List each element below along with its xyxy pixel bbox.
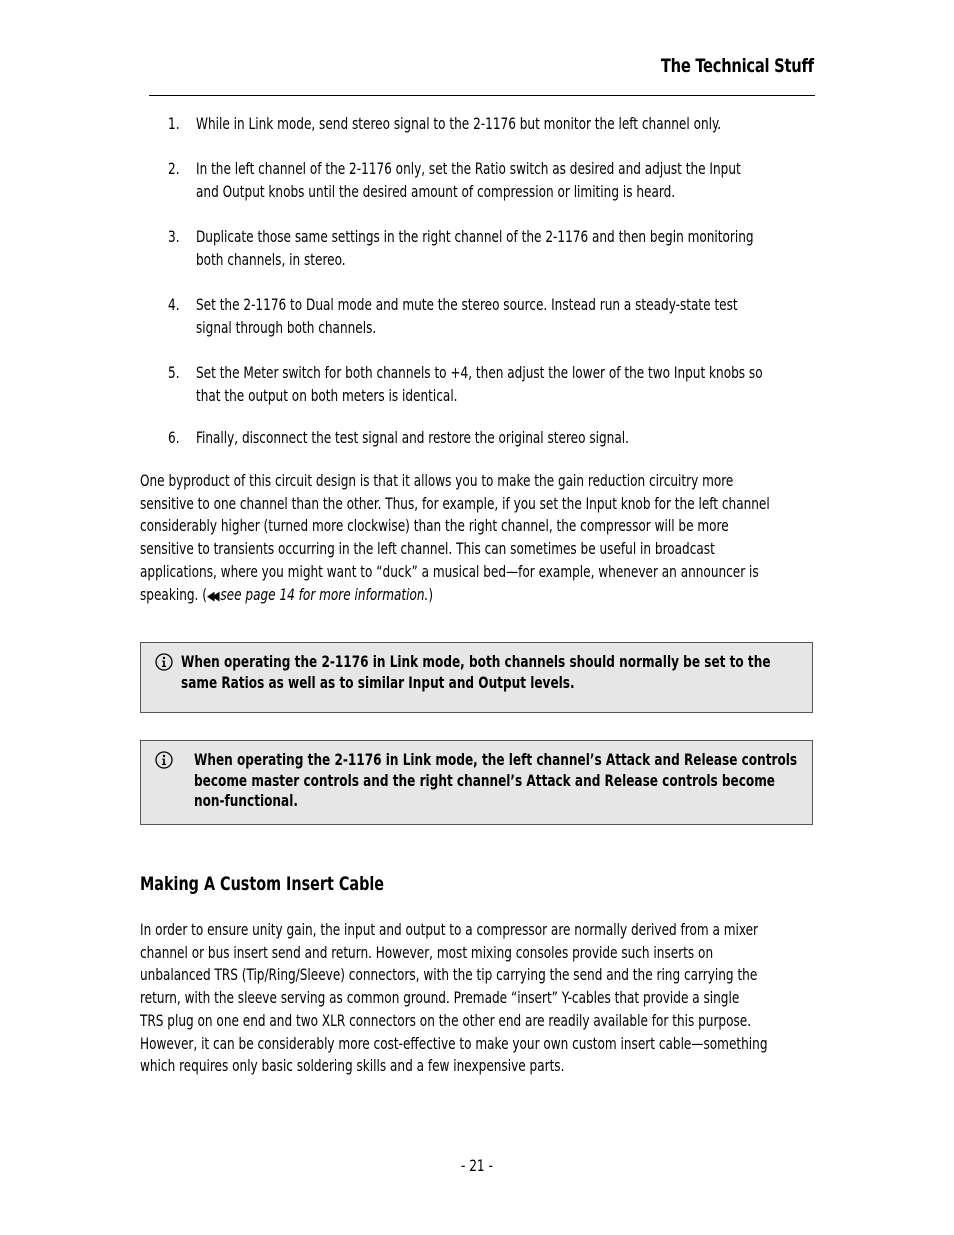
step-text: While in Link mode, send stereo signal to the 2-1176 but monitor the left channel only. [196, 114, 722, 133]
page-number: - 21 - [461, 1156, 493, 1175]
body-paragraph-insert-cable: In order to ensure unity gain, the input and output to a compressor are normally derived from a mixer channel or bus insert send and return. However, most mixing consoles provide such inserts on unbalanced TRS (Tip/Ring/Sleeve) connectors, with the tip carrying the send and the ring carrying the return, with the sleeve serving as common ground. Premade “insert” Y-cables that provide a single TRS plug on one end and two XLR connectors on the other end are readily available for this purpose. However, it can be considerably more cost-effective to make your own custom insert cable—something which requires only basic soldering skills and a few inexpensive parts. [140, 920, 768, 1076]
page-reference-link[interactable]: see page 14 for more information. [220, 584, 429, 604]
step-text: Set the 2-1176 to Dual mode and mute the stereo source. Instead run a steady-state test signal through both channels. [196, 295, 738, 337]
step-text: Set the Meter switch for both channels to +4, then adjust the lower of the two Input knobs so that the output on both meters is identical. [196, 363, 763, 405]
step-number: 2. [168, 159, 180, 178]
header-title: The Technical Stuff [661, 55, 814, 77]
step-number: 5. [168, 363, 180, 382]
step-text: Finally, disconnect the test signal and restore the original stereo signal. [196, 428, 629, 447]
step-text: Duplicate those same settings in the right channel of the 2-1176 and then begin monitoring both channels, in stereo. [196, 227, 754, 269]
section-heading: Making A Custom Insert Cable [140, 873, 385, 895]
note-text: When operating the 2-1176 in Link mode, the left channel’s Attack and Release controls become master controls and the right channel’s Attack and Release controls become non-functional. [194, 750, 798, 810]
step-number: 4. [168, 295, 180, 314]
step-number: 3. [168, 227, 180, 246]
step-number: 6. [168, 428, 180, 447]
body-paragraph-link-sensitivity: One byproduct of this circuit design is that it allows you to make the gain reduction circuitry more sensitive to one channel than the other. Thus, for example, if you set the Input knob for the left channel considerably higher (turned more clockwise) than the right channel, the compressor will be more sensitive to transients occurring in the left channel. This can sometimes be useful in broadcast applications, where you might want to “duck” a musical bed—for example, whenever an announcer is speaking. (◀◀ see page 14 for more information.) [140, 471, 770, 604]
header-divider [149, 95, 815, 96]
step-number: 1. [168, 114, 180, 133]
note-text: When operating the 2-1176 in Link mode, both channels should normally be set to the same Ratios as well as to similar Input and Output levels. [181, 652, 771, 692]
info-icon [155, 751, 173, 769]
info-note-attack-release [140, 740, 813, 825]
step-text: In the left channel of the 2-1176 only, set the Ratio switch as desired and adjust the Input and Output knobs until the desired amount of compression or limiting is heard. [196, 159, 741, 201]
info-note-ratios [140, 642, 813, 713]
rewind-icon: ◀◀ [206, 588, 218, 604]
info-icon [155, 653, 173, 671]
